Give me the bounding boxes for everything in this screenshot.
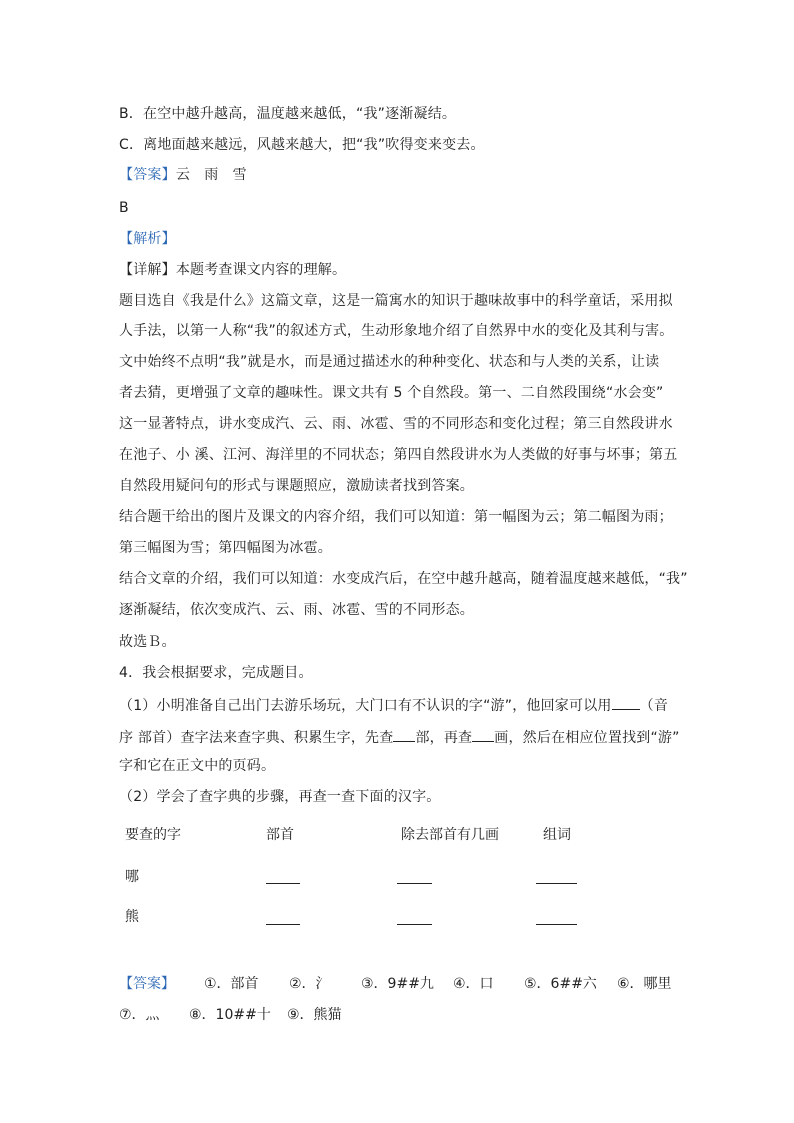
table-row-char: 哪 [125, 869, 139, 885]
option-b: B．在空中越升越高，温度越来越低，“我”逐渐凝结。 [119, 106, 457, 122]
table-row-char: 熊 [125, 909, 139, 925]
question-part1-line [119, 727, 680, 747]
analysis-paragraph-line: 人手法，以第一人称“我”的叙述方式，生动形象地介绍了自然界中水的变化及其利与害。 [119, 323, 674, 339]
answer-tag: 【答案】 [119, 167, 176, 183]
answer-blank[interactable] [266, 883, 300, 884]
detail-line [119, 261, 346, 279]
answer-text: 云 雨 雪 [175, 167, 247, 183]
answer-blank[interactable] [536, 924, 577, 925]
analysis-conclusion: 故选Ｂ。 [119, 634, 176, 650]
question-part1-line [119, 695, 668, 715]
answer-item: ⑧．10##十 [189, 1007, 271, 1023]
analysis-paragraph-line: 第三幅图为雪；第四幅图为冰雹。 [119, 540, 332, 556]
answer-item: ⑤．6##六 [524, 976, 597, 992]
analysis-paragraph-line: 这一显著特点，讲水变成汽、云、雨、冰雹、雪的不同形态和变化过程；第三自然段讲水 [119, 416, 673, 432]
analysis-paragraph-line: 逐渐凝结，依次变成汽、云、雨、冰雹、雪的不同形态。 [119, 602, 474, 618]
answer-blank[interactable] [472, 727, 494, 742]
part1-text: （1）小明准备自己出门去游乐场玩，大门口有不认识的字“游”，他回家可以用 [119, 698, 612, 714]
detail-text: 本题考查课文内容的理解。 [175, 262, 347, 278]
answer-item: ③．9##九 [361, 976, 434, 992]
analysis-tag: 【解析】 [119, 231, 176, 247]
analysis-paragraph-line: 题目选自《我是什么》这篇文章，这是一篇寓水的知识于趣味故事中的科学童话，采用拟 [119, 293, 673, 309]
part1-text: （音 [639, 698, 669, 714]
question-part2-title: （2）学会了查字典的步骤，再查一查下面的汉字。 [119, 789, 441, 805]
question-title: 4．我会根据要求，完成题目。 [119, 665, 313, 681]
analysis-paragraph-line: 结合题干给出的图片及课文的内容介绍，我们可以知道：第一幅图为云；第二幅图为雨； [119, 509, 673, 525]
table-header: 除去部首有几画 [401, 827, 499, 843]
answer-item: ④．口 [453, 976, 494, 992]
answer-item: ⑨．熊猫 [287, 1007, 342, 1023]
answer-blank[interactable] [266, 924, 300, 925]
answer-item: ⑦．灬 [119, 1007, 160, 1023]
detail-tag: 【详解】 [119, 262, 176, 278]
answer-letter: B [119, 200, 129, 216]
answer-blank[interactable] [536, 883, 577, 884]
analysis-paragraph-line: 自然段用疑问句的形式与课题照应，激励读者找到答案。 [119, 478, 474, 494]
answer-blank[interactable] [612, 695, 640, 710]
answer-tag: 【答案】 [119, 976, 175, 992]
table-header: 要查的字 [125, 827, 181, 843]
analysis-paragraph-line: 者去猜，更增强了文章的趣味性。课文共有 5 个自然段。第一、二自然段围绕“水会变” [119, 385, 664, 401]
answer-item: ①．部首 [204, 976, 259, 992]
part1-text: 序 部首）查字法来查字典、积累生字，先查 [119, 730, 394, 746]
part1-text: 部，再查 [415, 730, 473, 746]
answer-blank[interactable] [397, 883, 432, 884]
answer-line [119, 166, 247, 184]
part1-text: 画，然后在相应位置找到“游” [494, 730, 680, 746]
analysis-paragraph-line: 结合文章的介绍，我们可以知道：水变成汽后，在空中越升越高，随着温度越来越低，“我” [119, 571, 688, 587]
answer-item: ②．氵 [289, 976, 330, 992]
answer-item: ⑥．哪里 [617, 976, 672, 992]
table-header: 部首 [266, 827, 294, 843]
answer-blank[interactable] [397, 924, 432, 925]
option-c: C．离地面越来越远，风越来越大，把“我”吹得变来变去。 [119, 137, 485, 153]
table-header: 组词 [543, 827, 571, 843]
analysis-paragraph-line: 文中始终不点明“我”就是水，而是通过描述水的种种变化、状态和与人类的关系，让读 [119, 354, 660, 370]
analysis-paragraph-line: 在池子、小 溪、江河、海洋里的不同状态；第四自然段讲水为人类做的好事与坏事；第五 [119, 447, 678, 463]
question-part1-line: 字和它在正文中的页码。 [119, 758, 276, 774]
answer-blank[interactable] [393, 727, 415, 742]
